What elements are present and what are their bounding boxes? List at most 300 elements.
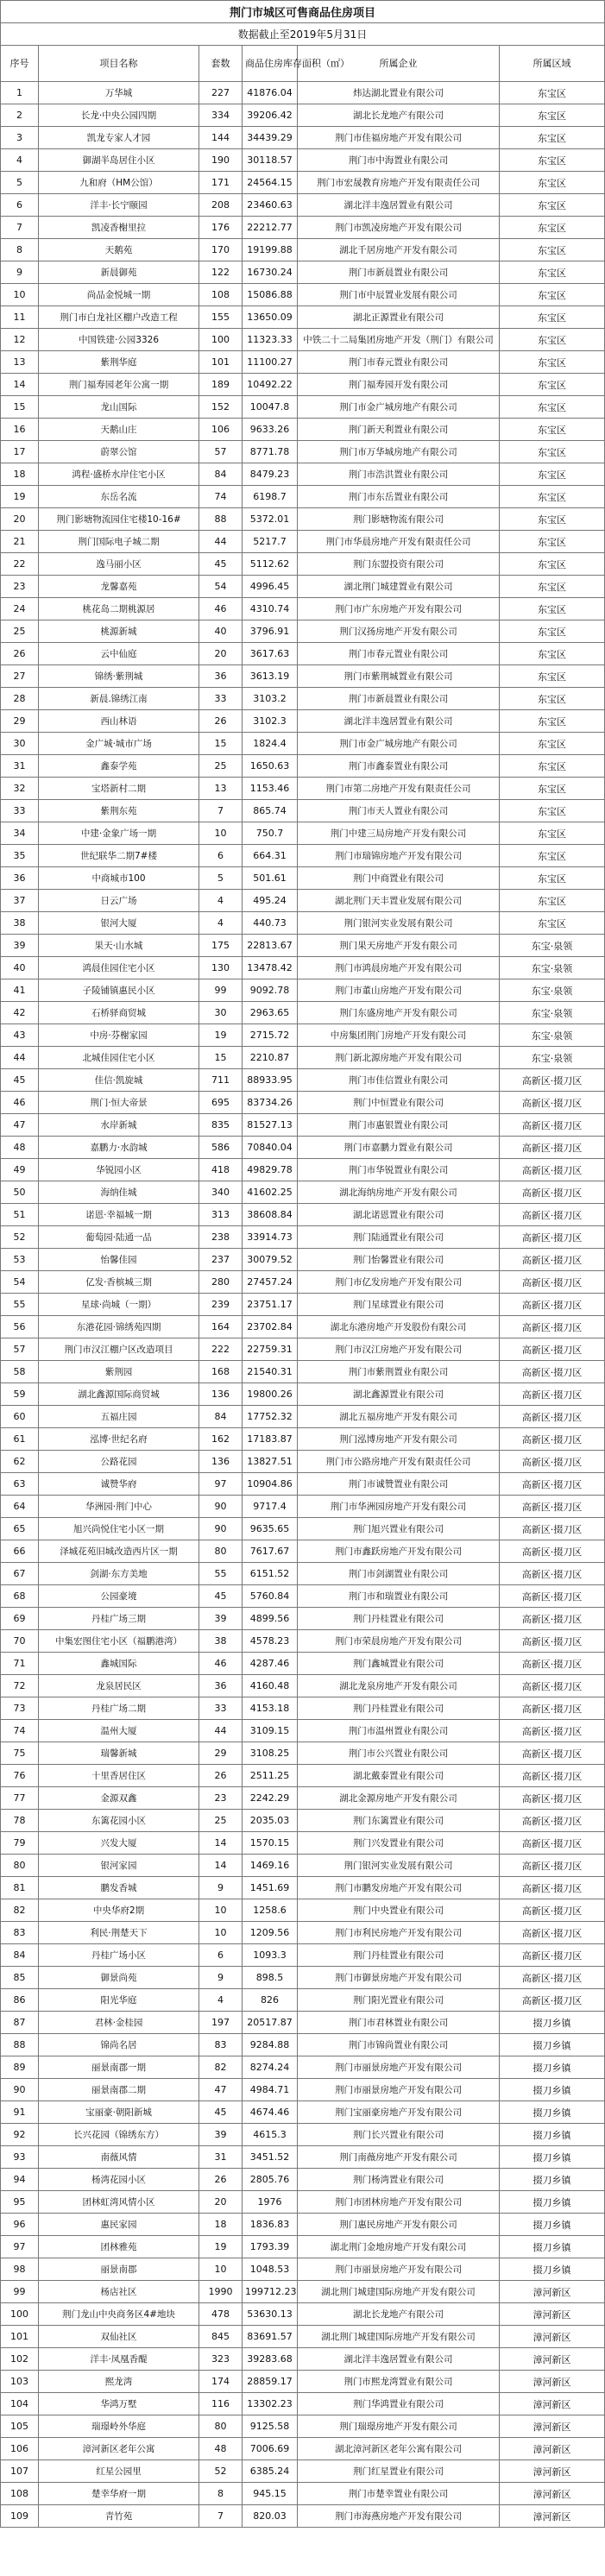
district: 高新区·掇刀区 <box>500 1069 605 1092</box>
inventory-area: 495.24 <box>243 890 298 912</box>
row-index: 101 <box>1 2326 39 2348</box>
inventory-area: 2242.29 <box>243 1787 298 1810</box>
col-header-units: 套数 <box>199 46 243 82</box>
district: 东宝区 <box>500 800 605 822</box>
row-index: 28 <box>1 688 39 710</box>
row-index: 104 <box>1 2393 39 2415</box>
row-index: 34 <box>1 822 39 845</box>
inventory-area: 13650.09 <box>243 306 298 329</box>
inventory-area: 10904.86 <box>243 1473 298 1496</box>
table-row <box>1 239 605 261</box>
row-index: 46 <box>1 1092 39 1114</box>
project-name: 东港花园·锦绣苑四期 <box>39 1316 199 1338</box>
district: 高新区·掇刀区 <box>500 1540 605 1563</box>
table-row <box>1 2258 605 2281</box>
unit-count: 155 <box>199 306 243 329</box>
developer: 荆门汉扬房地产开发有限公司 <box>298 620 500 643</box>
inventory-area: 1976 <box>243 2191 298 2214</box>
unit-count: 4 <box>199 890 243 912</box>
unit-count: 238 <box>199 1226 243 1249</box>
developer: 湖北五福房地产开发有限公司 <box>298 1406 500 1428</box>
inventory-area: 1793.39 <box>243 2236 298 2258</box>
developer: 荆门市中海置业有限公司 <box>298 149 500 172</box>
district: 掇刀乡镇 <box>500 2034 605 2056</box>
unit-count: 7 <box>199 2505 243 2528</box>
developer: 荆门中商置业有限公司 <box>298 867 500 890</box>
project-name: 旭兴尚悦住宅小区一期 <box>39 1518 199 1540</box>
unit-count: 82 <box>199 2056 243 2079</box>
project-name: 紫荆华庭 <box>39 351 199 374</box>
unit-count: 46 <box>199 598 243 620</box>
unit-count: 23 <box>199 1787 243 1810</box>
table-row <box>1 261 605 284</box>
row-index: 11 <box>1 306 39 329</box>
project-name: 鹏发香城 <box>39 1877 199 1899</box>
district: 掇刀乡镇 <box>500 2056 605 2079</box>
developer: 荆门市广东房地产开发有限公司 <box>298 598 500 620</box>
table-row <box>1 1383 605 1406</box>
unit-count: 197 <box>199 2012 243 2034</box>
project-name: 鑫泰学苑 <box>39 755 199 778</box>
inventory-area: 898.5 <box>243 1967 298 1989</box>
inventory-area: 20517.87 <box>243 2012 298 2034</box>
developer: 荆门市公兴置业有限公司 <box>298 1742 500 1765</box>
col-header-inventory-area: 商品住房库存面积（㎡） <box>243 46 298 82</box>
district: 东宝·泉领 <box>500 935 605 957</box>
row-index: 73 <box>1 1697 39 1720</box>
district: 高新区·掇刀区 <box>500 1877 605 1899</box>
developer: 荆门市楚幸置业有限公司 <box>298 2483 500 2505</box>
inventory-area: 1451.69 <box>243 1877 298 1899</box>
row-index: 15 <box>1 396 39 419</box>
project-name: 银河大厦 <box>39 912 199 935</box>
table-row <box>1 1451 605 1473</box>
project-name: 中央华府2期 <box>39 1899 199 1922</box>
inventory-area: 1093.3 <box>243 1944 298 1967</box>
district: 高新区·掇刀区 <box>500 1204 605 1226</box>
table-row <box>1 688 605 710</box>
table-row <box>1 710 605 733</box>
project-name: 子陵铺镇惠民小区 <box>39 979 199 1002</box>
district: 高新区·掇刀区 <box>500 1249 605 1271</box>
inventory-area: 6151.52 <box>243 1563 298 1585</box>
district: 掇刀乡镇 <box>500 2101 605 2124</box>
row-index: 109 <box>1 2505 39 2528</box>
row-index: 27 <box>1 665 39 688</box>
district: 掇刀乡镇 <box>500 2214 605 2236</box>
developer: 湖北正源置业有限公司 <box>298 306 500 329</box>
project-name: 亿发·香槟城三期 <box>39 1271 199 1294</box>
project-name: 北城佳园住宅小区 <box>39 1047 199 1069</box>
row-index: 44 <box>1 1047 39 1069</box>
inventory-area: 7617.67 <box>243 1540 298 1563</box>
table-row <box>1 396 605 419</box>
inventory-area: 13478.42 <box>243 957 298 979</box>
table-row <box>1 1787 605 1810</box>
inventory-area: 23702.84 <box>243 1316 298 1338</box>
developer: 荆门泓博房地产开发有限公司 <box>298 1428 500 1451</box>
inventory-area: 22813.67 <box>243 935 298 957</box>
developer: 湖北诺恩置业有限公司 <box>298 1204 500 1226</box>
developer: 荆门市新晨置业有限公司 <box>298 261 500 284</box>
developer: 荆门市金广城房地产有限公司 <box>298 733 500 755</box>
district: 高新区·掇刀区 <box>500 1428 605 1451</box>
district: 东宝·泉领 <box>500 1047 605 1069</box>
table-row <box>1 1720 605 1742</box>
project-name: 中建·金象广场一期 <box>39 822 199 845</box>
district: 漳河新区 <box>500 2393 605 2415</box>
unit-count: 222 <box>199 1338 243 1361</box>
developer: 荆门市惠银置业有限公司 <box>298 1114 500 1137</box>
district: 高新区·掇刀区 <box>500 1271 605 1294</box>
developer: 荆门丹桂置业有限公司 <box>298 1944 500 1967</box>
developer: 湖北洋丰逸居置业有限公司 <box>298 2348 500 2371</box>
project-name: 丹桂广场三期 <box>39 1608 199 1630</box>
project-name: 水岸新城 <box>39 1114 199 1137</box>
developer: 炜达湖北置业有限公司 <box>298 82 500 104</box>
row-index: 78 <box>1 1810 39 1832</box>
inventory-area: 23751.17 <box>243 1294 298 1316</box>
inventory-area: 4153.18 <box>243 1697 298 1720</box>
row-index: 52 <box>1 1226 39 1249</box>
project-name: 君林·金桂园 <box>39 2012 199 2034</box>
row-index: 79 <box>1 1832 39 1855</box>
district: 东宝区 <box>500 396 605 419</box>
developer: 荆门红星置业有限公司 <box>298 2460 500 2483</box>
table-row <box>1 979 605 1002</box>
developer: 荆门新天利置业有限公司 <box>298 419 500 441</box>
developer: 湖北荆门城建置业有限公司 <box>298 576 500 598</box>
table-row <box>1 1563 605 1585</box>
col-header-project-name: 项目名称 <box>39 46 199 82</box>
inventory-area: 2210.87 <box>243 1047 298 1069</box>
row-index: 24 <box>1 598 39 620</box>
district: 东宝区 <box>500 665 605 688</box>
district: 东宝区 <box>500 374 605 396</box>
unit-count: 162 <box>199 1428 243 1451</box>
unit-count: 9 <box>199 1877 243 1899</box>
row-index: 29 <box>1 710 39 733</box>
table-row <box>1 1608 605 1630</box>
project-name: 凯龙专家人才园 <box>39 127 199 149</box>
district: 高新区·掇刀区 <box>500 1967 605 1989</box>
row-index: 74 <box>1 1720 39 1742</box>
unit-count: 14 <box>199 1855 243 1877</box>
district: 东宝·泉领 <box>500 979 605 1002</box>
table-row <box>1 778 605 800</box>
inventory-area: 5217.7 <box>243 531 298 553</box>
table-row <box>1 284 605 306</box>
district: 高新区·掇刀区 <box>500 1092 605 1114</box>
table-row <box>1 912 605 935</box>
inventory-area: 88933.95 <box>243 1069 298 1092</box>
table-row <box>1 508 605 531</box>
project-name: 御景尚苑 <box>39 1967 199 1989</box>
table-row <box>1 531 605 553</box>
district: 东宝区 <box>500 351 605 374</box>
unit-count: 19 <box>199 2236 243 2258</box>
district: 东宝·泉领 <box>500 1024 605 1047</box>
table-row <box>1 1832 605 1855</box>
developer: 荆门市董山房地产开发有限公司 <box>298 979 500 1002</box>
developer: 荆门市荣晨房地产开发有限公司 <box>298 1630 500 1653</box>
district: 漳河新区 <box>500 2326 605 2348</box>
unit-count: 29 <box>199 1742 243 1765</box>
developer: 荆门市宏晟教育房地产开发有限责任公司 <box>298 172 500 194</box>
project-name: 鑫城国际 <box>39 1653 199 1675</box>
district: 高新区·掇刀区 <box>500 1361 605 1383</box>
table-row <box>1 374 605 396</box>
developer: 荆门银河实业发展有限公司 <box>298 1855 500 1877</box>
inventory-area: 865.74 <box>243 800 298 822</box>
unit-count: 164 <box>199 1316 243 1338</box>
project-name: 果天·山水城 <box>39 935 199 957</box>
unit-count: 6 <box>199 845 243 867</box>
unit-count: 845 <box>199 2326 243 2348</box>
project-name: 兴发大厦 <box>39 1832 199 1855</box>
developer: 荆门市新晨置业有限公司 <box>298 688 500 710</box>
district: 掇刀乡镇 <box>500 2012 605 2034</box>
table-row <box>1 2034 605 2056</box>
project-name: 荆门影塘物流园住宅楼10-16# <box>39 508 199 531</box>
unit-count: 136 <box>199 1451 243 1473</box>
unit-count: 55 <box>199 1563 243 1585</box>
district: 高新区·掇刀区 <box>500 1832 605 1855</box>
developer: 荆门市瑞锦房地产开发有限公司 <box>298 845 500 867</box>
table-row <box>1 1473 605 1496</box>
developer: 荆门中央置业有限公司 <box>298 1899 500 1922</box>
project-name: 紫荆园 <box>39 1361 199 1383</box>
table-row <box>1 2303 605 2326</box>
col-header-index: 序号 <box>1 46 39 82</box>
project-name: 云中仙庭 <box>39 643 199 665</box>
unit-count: 340 <box>199 1181 243 1204</box>
project-name: 洋丰·长宁颐园 <box>39 194 199 217</box>
row-index: 51 <box>1 1204 39 1226</box>
project-name: 诺恩·幸福城一期 <box>39 1204 199 1226</box>
district: 东宝区 <box>500 576 605 598</box>
unit-count: 39 <box>199 1608 243 1630</box>
inventory-area: 8771.78 <box>243 441 298 463</box>
project-name: 丽景南郡二期 <box>39 2079 199 2101</box>
inventory-area: 83734.26 <box>243 1092 298 1114</box>
table-row <box>1 576 605 598</box>
unit-count: 152 <box>199 396 243 419</box>
district: 东宝区 <box>500 778 605 800</box>
unit-count: 25 <box>199 755 243 778</box>
row-index: 20 <box>1 508 39 531</box>
developer: 荆门杨湾置业有限公司 <box>298 2169 500 2191</box>
table-row <box>1 351 605 374</box>
inventory-area: 3796.91 <box>243 620 298 643</box>
project-name: 惠民家园 <box>39 2214 199 2236</box>
district: 东宝区 <box>500 149 605 172</box>
developer: 荆门市鑫泰置业有限公司 <box>298 755 500 778</box>
project-name: 锦绣·紫荆城 <box>39 665 199 688</box>
unit-count: 586 <box>199 1137 243 1159</box>
inventory-area: 9633.26 <box>243 419 298 441</box>
table-row <box>1 1922 605 1944</box>
row-index: 13 <box>1 351 39 374</box>
district: 高新区·掇刀区 <box>500 1114 605 1137</box>
project-name: 荆门国际电子城二期 <box>39 531 199 553</box>
unit-count: 45 <box>199 553 243 576</box>
unit-count: 14 <box>199 1832 243 1855</box>
district: 高新区·掇刀区 <box>500 1137 605 1159</box>
developer: 湖北千居房地产开发有限公司 <box>298 239 500 261</box>
row-index: 102 <box>1 2348 39 2371</box>
project-name: 桃花岛二期桃源居 <box>39 598 199 620</box>
row-index: 35 <box>1 845 39 867</box>
unit-count: 208 <box>199 194 243 217</box>
inventory-area: 3108.25 <box>243 1742 298 1765</box>
row-index: 71 <box>1 1653 39 1675</box>
district: 漳河新区 <box>500 2505 605 2528</box>
unit-count: 84 <box>199 1406 243 1428</box>
district: 高新区·掇刀区 <box>500 1697 605 1720</box>
data-cutoff-note: 数据截止至2019年5月31日 <box>1 23 605 46</box>
developer: 荆门福寿园开发有限公司 <box>298 374 500 396</box>
table-row <box>1 1204 605 1226</box>
district: 东宝区 <box>500 486 605 508</box>
inventory-area: 3103.2 <box>243 688 298 710</box>
developer: 荆门市春元置业有限公司 <box>298 351 500 374</box>
project-name: 鸿晨佳园住宅小区 <box>39 957 199 979</box>
row-index: 62 <box>1 1451 39 1473</box>
row-index: 49 <box>1 1159 39 1181</box>
district: 东宝区 <box>500 82 605 104</box>
table-row <box>1 1630 605 1653</box>
unit-count: 4 <box>199 1989 243 2012</box>
unit-count: 695 <box>199 1092 243 1114</box>
developer: 荆门市鸿晨房地产开发有限公司 <box>298 957 500 979</box>
district: 高新区·掇刀区 <box>500 1159 605 1181</box>
district: 漳河新区 <box>500 2415 605 2438</box>
inventory-area: 4984.71 <box>243 2079 298 2101</box>
inventory-area: 21540.31 <box>243 1361 298 1383</box>
unit-count: 90 <box>199 1518 243 1540</box>
inventory-area: 8479.23 <box>243 463 298 486</box>
unit-count: 711 <box>199 1069 243 1092</box>
district: 东宝区 <box>500 710 605 733</box>
project-name: 尚品金悦城一期 <box>39 284 199 306</box>
developer: 荆门市紫荆城置业有限公司 <box>298 665 500 688</box>
inventory-area: 1258.6 <box>243 1899 298 1922</box>
table-row <box>1 463 605 486</box>
table-row <box>1 957 605 979</box>
project-name: 丹桂广场小区 <box>39 1944 199 1967</box>
row-index: 89 <box>1 2056 39 2079</box>
district: 高新区·掇刀区 <box>500 1675 605 1697</box>
developer: 荆门陆通置业有限公司 <box>298 1226 500 1249</box>
unit-count: 36 <box>199 1675 243 1697</box>
developer: 荆门新北源房地产开发有限公司 <box>298 1047 500 1069</box>
developer: 中房集团荆门房地产开发有限公司 <box>298 1024 500 1047</box>
table-row <box>1 2214 605 2236</box>
row-index: 96 <box>1 2214 39 2236</box>
developer: 湖北荆门金地房地产开发有限公司 <box>298 2236 500 2258</box>
district: 高新区·掇刀区 <box>500 1518 605 1540</box>
developer: 荆门市温州置业有限公司 <box>298 1720 500 1742</box>
district: 东宝区 <box>500 463 605 486</box>
inventory-area: 70840.04 <box>243 1137 298 1159</box>
row-index: 94 <box>1 2169 39 2191</box>
table-row <box>1 2348 605 2371</box>
inventory-area: 11100.27 <box>243 351 298 374</box>
project-name: 御湖半岛居住小区 <box>39 149 199 172</box>
inventory-area: 2805.76 <box>243 2169 298 2191</box>
inventory-area: 4310.74 <box>243 598 298 620</box>
district: 高新区·掇刀区 <box>500 1608 605 1630</box>
inventory-area: 1570.15 <box>243 1832 298 1855</box>
district: 高新区·掇刀区 <box>500 1989 605 2012</box>
developer: 荆门市御景房地产开发有限公司 <box>298 1967 500 1989</box>
row-index: 5 <box>1 172 39 194</box>
row-index: 9 <box>1 261 39 284</box>
table-row <box>1 1967 605 1989</box>
row-index: 16 <box>1 419 39 441</box>
project-name: 丽景南郡一期 <box>39 2056 199 2079</box>
inventory-area: 3102.3 <box>243 710 298 733</box>
developer: 荆门银河实业发展有限公司 <box>298 912 500 935</box>
row-index: 47 <box>1 1114 39 1137</box>
inventory-area: 30118.57 <box>243 149 298 172</box>
district: 高新区·掇刀区 <box>500 1496 605 1518</box>
row-index: 33 <box>1 800 39 822</box>
unit-count: 478 <box>199 2303 243 2326</box>
developer: 湖北长龙地产有限公司 <box>298 2303 500 2326</box>
table-row <box>1 2056 605 2079</box>
developer: 湖北东港房地产开发股份有限公司 <box>298 1316 500 1338</box>
unit-count: 20 <box>199 643 243 665</box>
inventory-area: 8274.24 <box>243 2056 298 2079</box>
inventory-area: 750.7 <box>243 822 298 845</box>
inventory-area: 664.31 <box>243 845 298 867</box>
table-row <box>1 845 605 867</box>
row-index: 61 <box>1 1428 39 1451</box>
developer: 荆门市紫荆置业有限公司 <box>298 1361 500 1383</box>
developer: 荆门市君林置业有限公司 <box>298 2012 500 2034</box>
project-name: 日云广场 <box>39 890 199 912</box>
developer: 荆门宝丽豪房地产开发有限公司 <box>298 2101 500 2124</box>
row-index: 100 <box>1 2303 39 2326</box>
project-name: 世纪联华二期7#楼 <box>39 845 199 867</box>
unit-count: 418 <box>199 1159 243 1181</box>
developer: 湖北荆门城建国际房地产开发有限公司 <box>298 2281 500 2303</box>
inventory-area: 16730.24 <box>243 261 298 284</box>
inventory-area: 1650.63 <box>243 755 298 778</box>
unit-count: 835 <box>199 1114 243 1137</box>
table-row <box>1 1810 605 1832</box>
district: 东宝区 <box>500 284 605 306</box>
row-index: 48 <box>1 1137 39 1159</box>
inventory-area: 41876.04 <box>243 82 298 104</box>
row-index: 31 <box>1 755 39 778</box>
row-index: 4 <box>1 149 39 172</box>
unit-count: 10 <box>199 822 243 845</box>
inventory-area: 4996.45 <box>243 576 298 598</box>
project-name: 桃源新城 <box>39 620 199 643</box>
developer: 湖北洋丰逸居置业有限公司 <box>298 710 500 733</box>
table-row <box>1 1944 605 1967</box>
row-index: 6 <box>1 194 39 217</box>
unit-count: 36 <box>199 665 243 688</box>
developer: 荆门瑞璟房地产开发有限公司 <box>298 2415 500 2438</box>
district: 掇刀乡镇 <box>500 2146 605 2169</box>
table-row <box>1 1002 605 1024</box>
inventory-area: 4578.23 <box>243 1630 298 1653</box>
district: 高新区·掇刀区 <box>500 1226 605 1249</box>
